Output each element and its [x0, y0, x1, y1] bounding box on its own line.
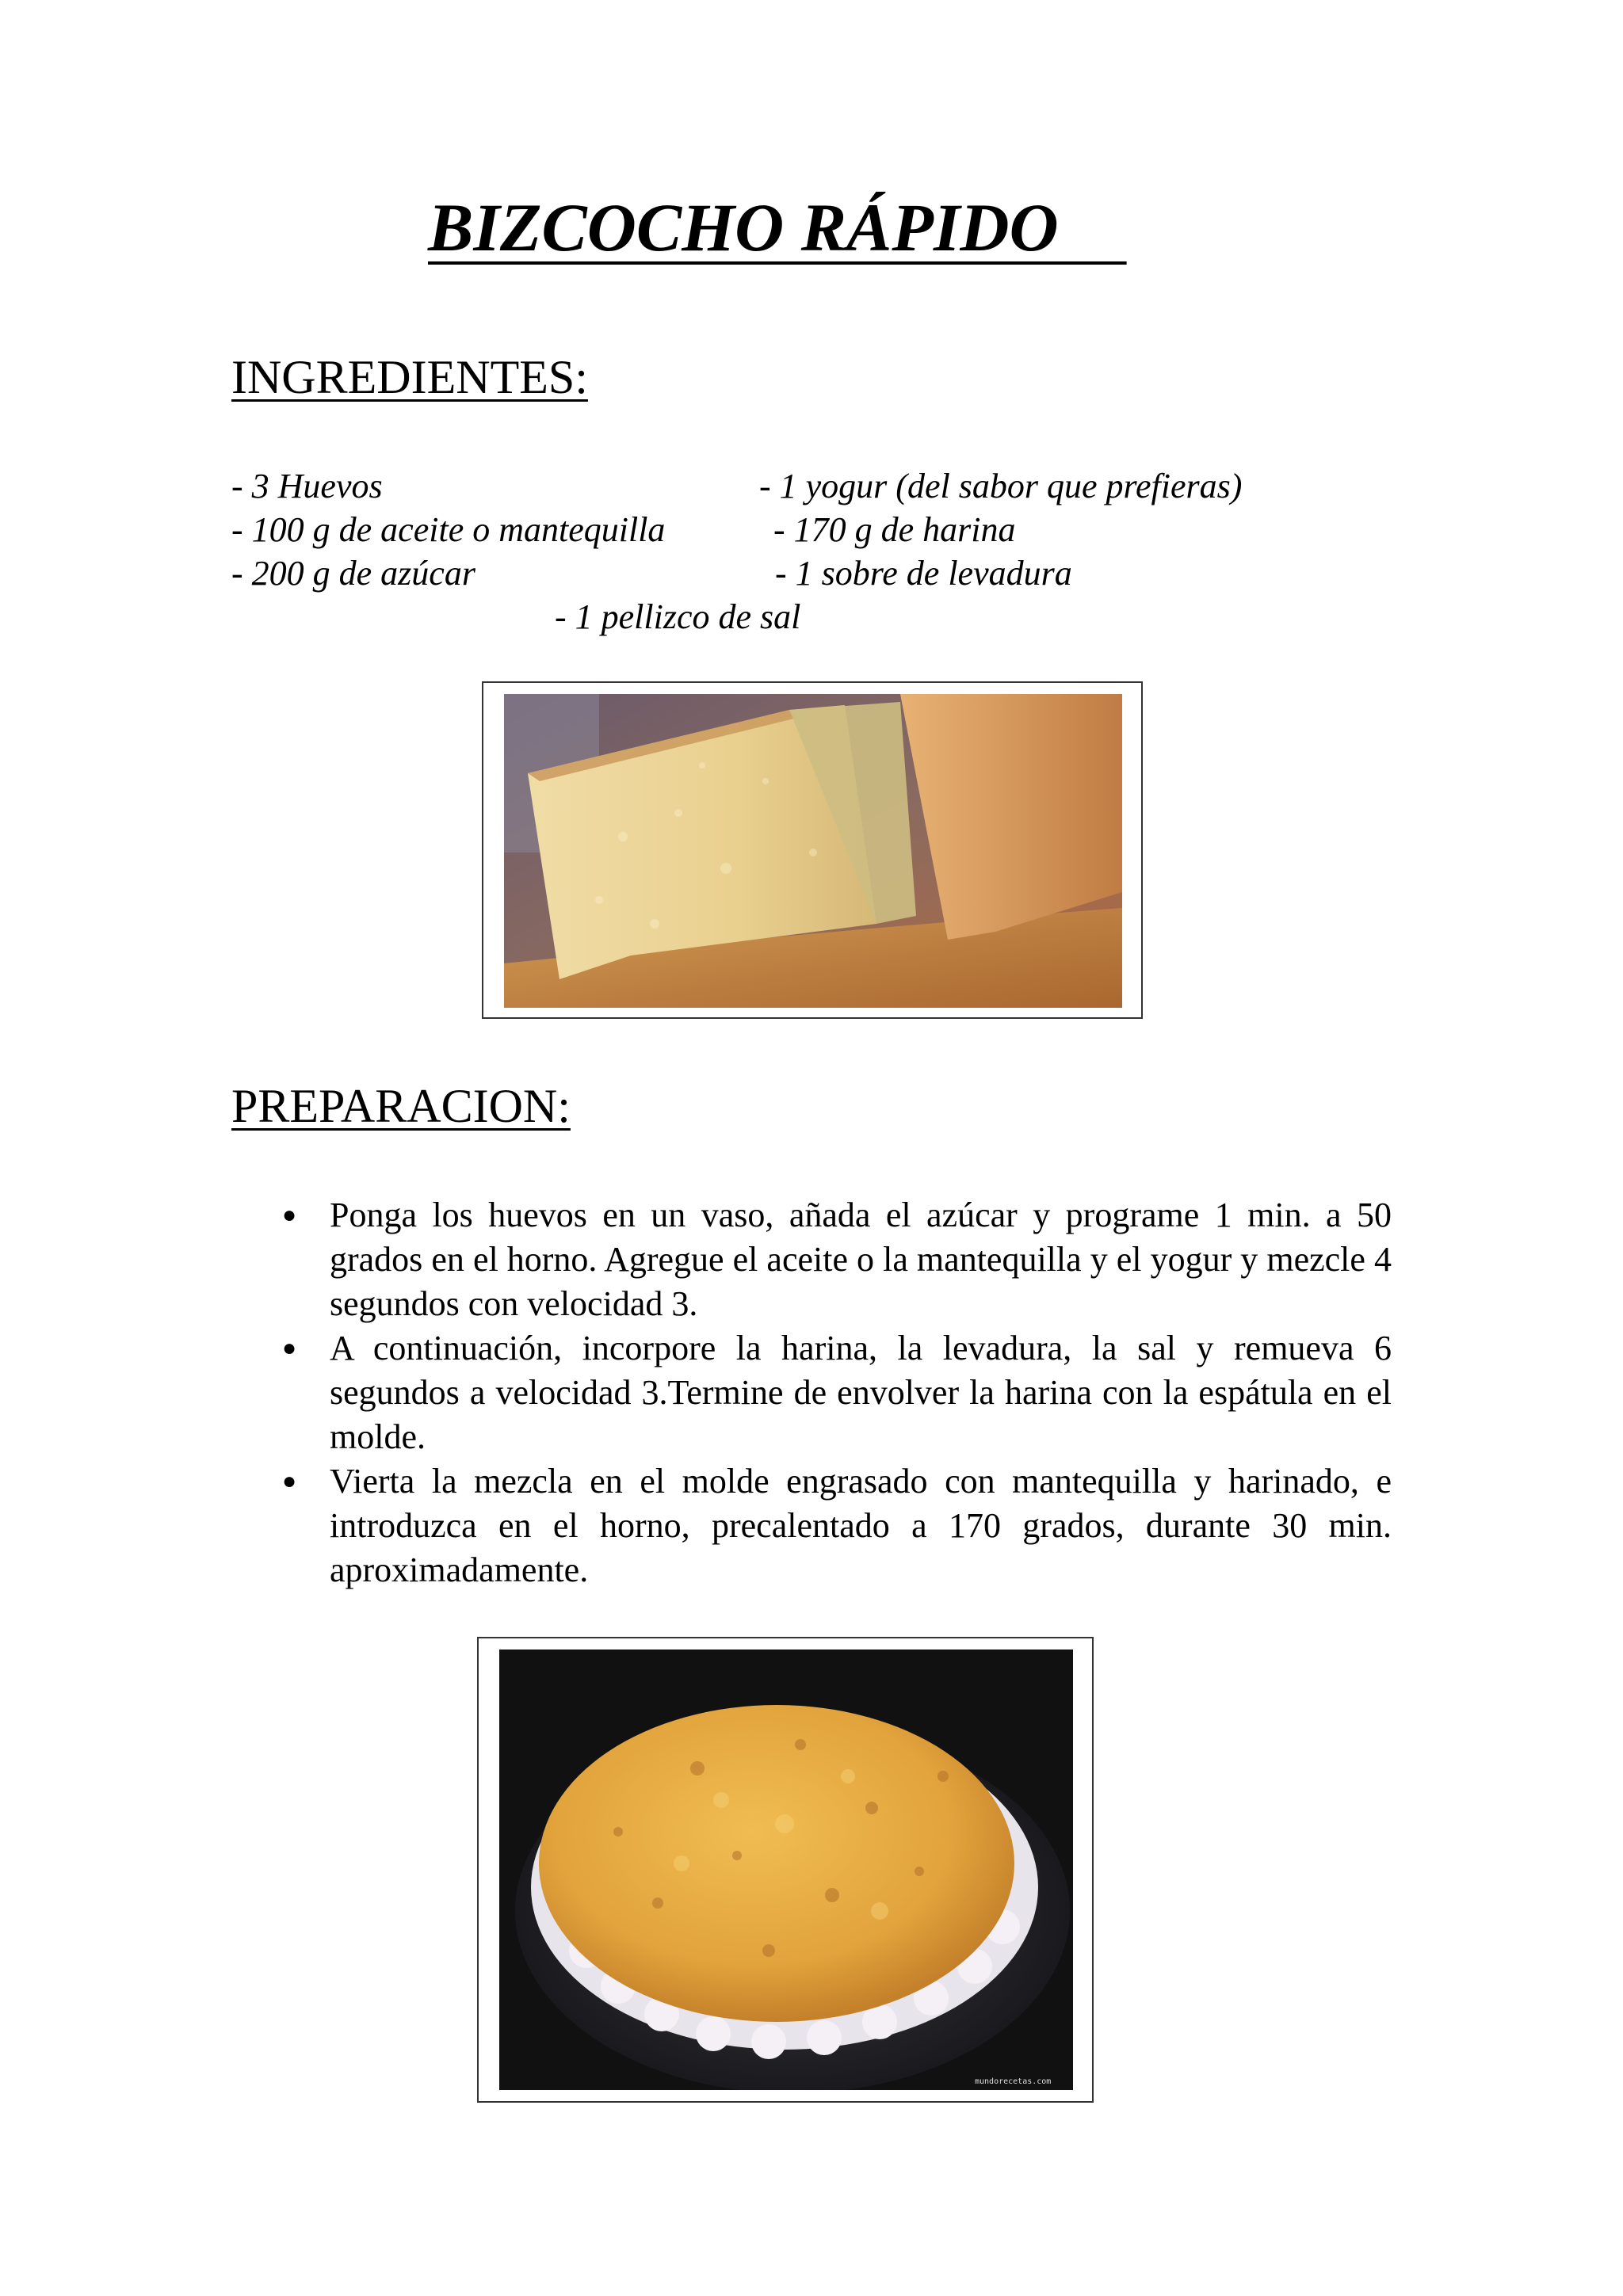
preparation-step	[282, 1459, 1392, 1592]
preparation-steps	[282, 1193, 1392, 1592]
ingredient-item: - 3 Huevos	[231, 467, 383, 505]
baked-cake-photo	[499, 1650, 1073, 2090]
bullet-icon: ●	[282, 1202, 297, 1228]
step-text: A continuación, incorpore la harina, la levadura, la sal y remueva 6 segundos a velocidad 3.Termine de envolver la harina con la espátula en el molde.	[330, 1329, 1392, 1456]
bullet-icon: ●	[282, 1468, 297, 1494]
recipe-title: BIZCOCHO RÁPIDO	[428, 189, 1127, 265]
step-text: Vierta la mezcla en el molde engrasado con mantequilla y harinado, e introduzca en el horno, precalentado a 170 grados, durante 30 min. aproximadamente.	[330, 1462, 1392, 1589]
preparation-step	[282, 1193, 1392, 1326]
ingredient-item: - 1 sobre de levadura	[775, 554, 1072, 593]
ingredient-item: - 100 g de aceite o mantequilla	[231, 510, 666, 549]
ingredient-item: - 1 pellizco de sal	[555, 597, 801, 636]
bullet-icon: ●	[282, 1335, 297, 1361]
ingredient-item: - 200 g de azúcar	[231, 554, 475, 593]
ingredient-item: - 170 g de harina	[773, 510, 1016, 549]
bread-photo-frame	[482, 681, 1143, 1019]
preparation-step	[282, 1326, 1392, 1459]
bread-slice-photo	[504, 694, 1122, 1008]
ingredients-heading: INGREDIENTES:	[231, 351, 588, 403]
photo-watermark: mundorecetas.com	[975, 2077, 1052, 2086]
ingredient-item: - 1 yogur (del sabor que prefieras)	[759, 467, 1243, 505]
preparation-heading: PREPARACION:	[231, 1080, 571, 1132]
cake-photo-frame	[477, 1637, 1094, 2103]
step-text: Ponga los huevos en un vaso, añada el azúcar y programe 1 min. a 50 grados en el horno. Agregue el aceite o la mantequilla y el yogur y mezcle 4 segundos con velocidad 3.	[330, 1196, 1392, 1323]
